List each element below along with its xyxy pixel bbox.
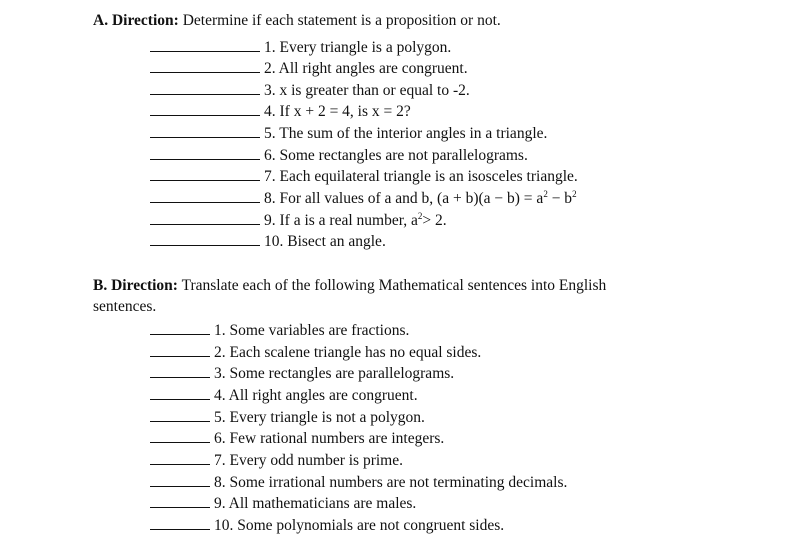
item-text: 5. Every triangle is not a polygon.: [214, 409, 425, 426]
section-b-item-8: [150, 472, 567, 492]
section-b-item-5: [150, 407, 425, 427]
answer-blank[interactable]: [150, 123, 260, 138]
answer-blank[interactable]: [150, 101, 260, 116]
answer-blank[interactable]: [150, 450, 210, 465]
section-b-label: B. Direction:: [93, 277, 178, 294]
item-text: 1. Some variables are fractions.: [214, 322, 410, 339]
item-text-continued: − b: [547, 190, 573, 207]
item-text-continued: > 2.: [422, 212, 447, 229]
section-a-item-4: [150, 101, 411, 121]
item-text: 3. x is greater than or equal to -2.: [264, 82, 470, 99]
section-b-text-line1: Translate each of the following Mathematical sentences into English: [181, 277, 607, 294]
item-text: 6. Some rectangles are not parallelograms.: [264, 147, 528, 164]
section-a-item-8: [150, 188, 577, 208]
item-text: 8. For all values of a and b, (a + b)(a − b) = a: [264, 190, 544, 207]
section-b-item-4: [150, 385, 418, 405]
item-text: 4. All right angles are congruent.: [214, 387, 418, 404]
answer-blank[interactable]: [150, 37, 260, 52]
section-b-item-6: [150, 428, 444, 448]
item-text: 9. If a is a real number, a: [264, 212, 418, 229]
item-text: 8. Some irrational numbers are not terminating decimals.: [214, 474, 568, 491]
section-a-item-10: [150, 231, 386, 251]
section-a-item-7: [150, 166, 578, 186]
superscript: 2: [543, 188, 548, 199]
section-b-item-7: [150, 450, 403, 470]
item-text: 3. Some rectangles are parallelograms.: [214, 365, 455, 382]
section-a-item-3: [150, 80, 470, 100]
section-b-item-10: [150, 515, 504, 535]
superscript: 2: [572, 188, 577, 199]
item-text: 5. The sum of the interior angles in a triangle.: [264, 125, 548, 142]
answer-blank[interactable]: [150, 188, 260, 203]
item-text: 1. Every triangle is a polygon.: [264, 39, 452, 56]
answer-blank[interactable]: [150, 493, 210, 508]
answer-blank[interactable]: [150, 472, 210, 487]
answer-blank[interactable]: [150, 407, 210, 422]
section-b-item-2: [150, 342, 481, 362]
item-text: 2. Each scalene triangle has no equal sides.: [214, 344, 482, 361]
answer-blank[interactable]: [150, 515, 210, 530]
section-a-label: A. Direction:: [93, 12, 179, 29]
item-text: 9. All mathematicians are males.: [214, 495, 417, 512]
section-b-item-3: [150, 363, 454, 383]
item-text: 7. Every odd number is prime.: [214, 452, 403, 469]
section-b-direction: [93, 277, 606, 295]
item-text: 2. All right angles are congruent.: [264, 60, 468, 77]
section-a-item-9: [150, 210, 447, 230]
superscript: 2: [417, 210, 423, 221]
section-b-item-1: [150, 320, 409, 340]
section-a-item-2: [150, 58, 468, 78]
answer-blank[interactable]: [150, 166, 260, 181]
item-text: 10. Bisect an angle.: [264, 233, 386, 250]
answer-blank[interactable]: [150, 210, 260, 225]
section-b-direction-line2: [93, 298, 156, 316]
section-a-item-5: [150, 123, 547, 143]
item-text: 4. If x + 2 = 4, is x = 2?: [264, 103, 411, 120]
section-a-text: Determine if each statement is a proposition or not.: [182, 12, 501, 29]
item-text: 10. Some polynomials are not congruent sides.: [214, 517, 505, 534]
section-a-item-6: [150, 145, 528, 165]
answer-blank[interactable]: [150, 428, 210, 443]
section-b-item-9: [150, 493, 416, 513]
answer-blank[interactable]: [150, 320, 210, 335]
section-b-text-line2: sentences.: [93, 298, 157, 315]
item-text: 7. Each equilateral triangle is an isosceles triangle.: [264, 168, 578, 185]
answer-blank[interactable]: [150, 231, 260, 246]
answer-blank[interactable]: [150, 145, 260, 160]
answer-blank[interactable]: [150, 58, 260, 73]
section-a-direction: [93, 12, 501, 30]
answer-blank[interactable]: [150, 385, 210, 400]
answer-blank[interactable]: [150, 80, 260, 95]
answer-blank[interactable]: [150, 342, 210, 357]
item-text: 6. Few rational numbers are integers.: [214, 430, 445, 447]
section-a-item-1: [150, 37, 451, 57]
answer-blank[interactable]: [150, 363, 210, 378]
